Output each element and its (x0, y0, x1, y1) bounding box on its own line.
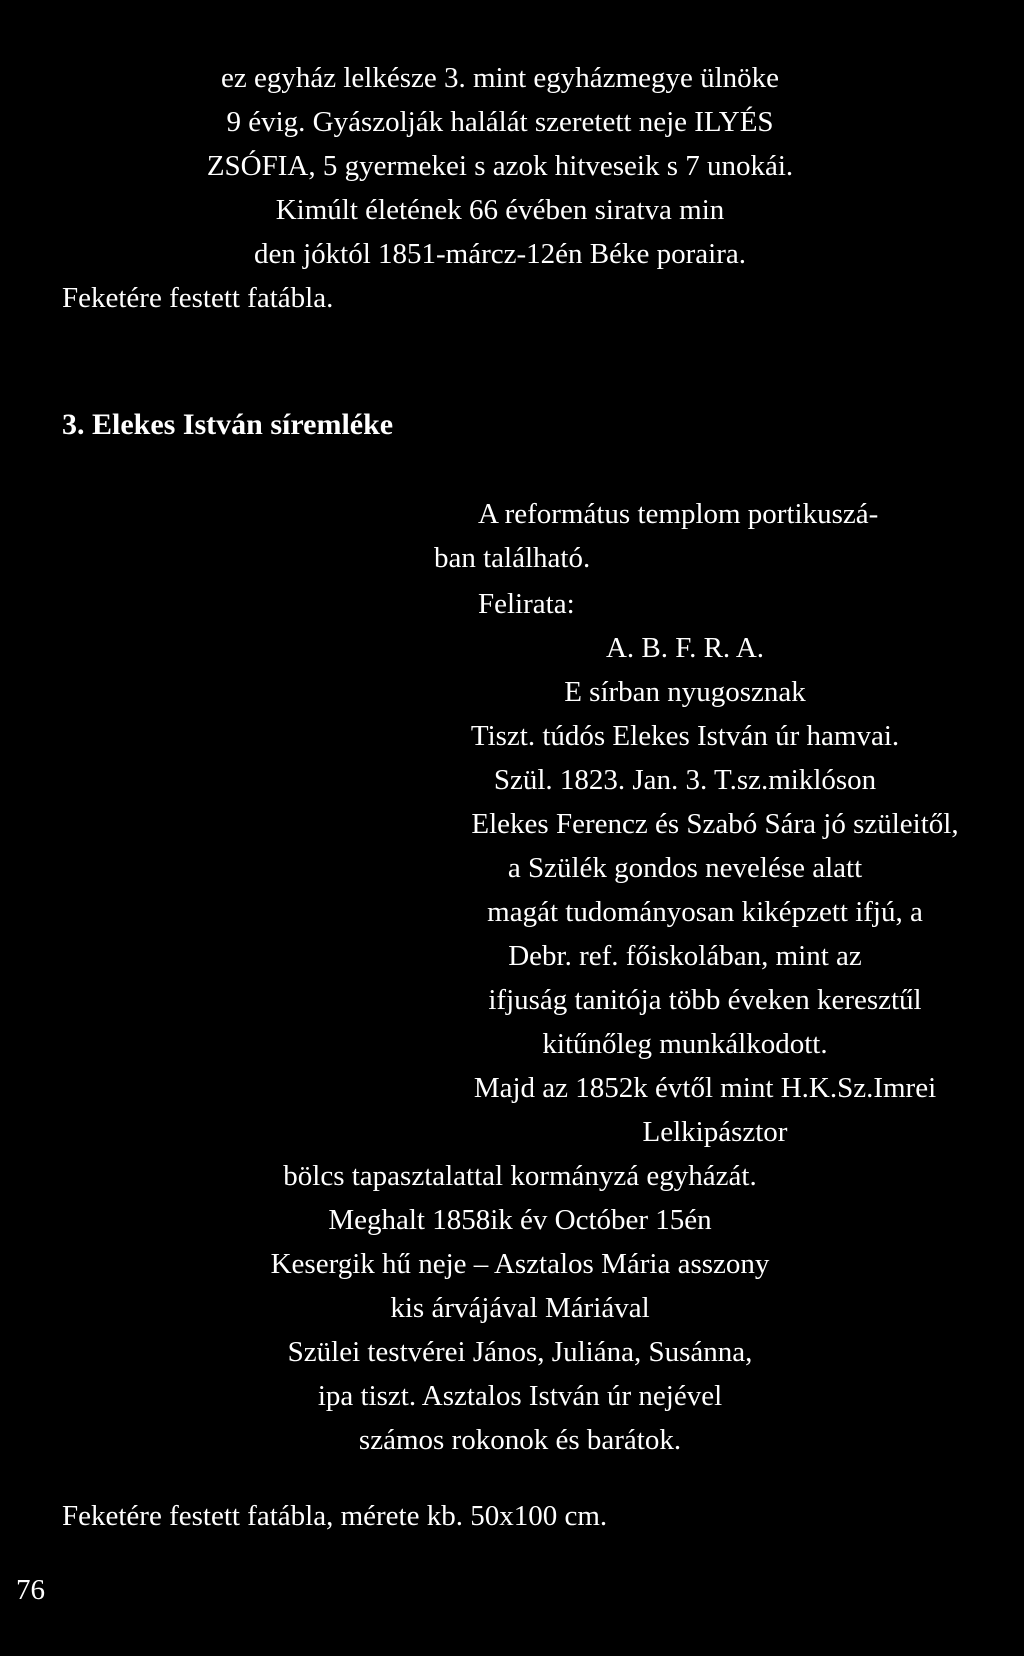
inscription-line-18: ipa tiszt. Asztalos István úr nejével (317, 1380, 723, 1412)
inscription-label: Felirata: (478, 588, 575, 620)
inscription-line-6: a Szülék gondos nevelése alatt (507, 852, 863, 884)
page-number: 76 (16, 1574, 45, 1606)
inscription-line-17: Szülei testvérei János, Juliána, Susánna, (287, 1336, 753, 1368)
inscription-line-4: Szül. 1823. Jan. 3. T.sz.miklóson (493, 764, 877, 796)
inscription-line-12: Lelkipásztor (642, 1116, 788, 1148)
inscription-line-2: E sírban nyugosznak (564, 676, 806, 708)
inscription-line-7: magát tudományosan kiképzett ifjú, a (487, 896, 923, 928)
continuation-line-2: 9 évig. Gyászolják halálát szeretett neje ILYÉS (226, 106, 774, 138)
inscription-line-3: Tiszt. túdós Elekes István úr hamvai. (470, 720, 900, 752)
section-heading: 3. Elekes István síremléke (62, 408, 394, 441)
continuation-line-1: ez egyház lelkésze 3. mint egyházmegye ülnöke (220, 62, 779, 94)
location-line-2: ban található. (434, 542, 591, 574)
continuation-line-4: Kimúlt életének 66 évében siratva min (275, 194, 725, 226)
inscription-line-16: kis árvájával Máriával (390, 1292, 650, 1324)
location-line-1: A református templom portikuszá- (478, 498, 879, 530)
footer-note: Feketére festett fatábla, mérete kb. 50x100 cm. (62, 1500, 608, 1532)
inscription-line-14: Meghalt 1858ik év Octóber 15én (328, 1204, 712, 1236)
inscription-line-19: számos rokonok és barátok. (358, 1424, 682, 1456)
inscription-line-13: bölcs tapasztalattal kormányzá egyházát. (283, 1160, 757, 1192)
inscription-line-10: kitűnőleg munkálkodott. (542, 1028, 828, 1060)
continuation-line-3: ZSÓFIA, 5 gyermekei s azok hitveseik s 7 unokái. (206, 150, 794, 182)
continuation-note: Feketére festett fatábla. (62, 282, 334, 314)
inscription-line-1: A. B. F. R. A. (605, 632, 765, 664)
inscription-line-5: Elekes Ferencz és Szabó Sára jó szüleitől, (471, 808, 959, 840)
continuation-line-5: den jóktól 1851-márcz-12én Béke poraira. (253, 238, 746, 270)
inscription-line-15: Kesergik hű neje – Asztalos Mária asszony (270, 1248, 770, 1280)
inscription-line-11: Majd az 1852k évtől mint H.K.Sz.Imrei (473, 1072, 937, 1104)
inscription-line-8: Debr. ref. főiskolában, mint az (508, 940, 862, 972)
inscription-line-9: ifjuság tanitója több éveken keresztűl (488, 984, 922, 1016)
